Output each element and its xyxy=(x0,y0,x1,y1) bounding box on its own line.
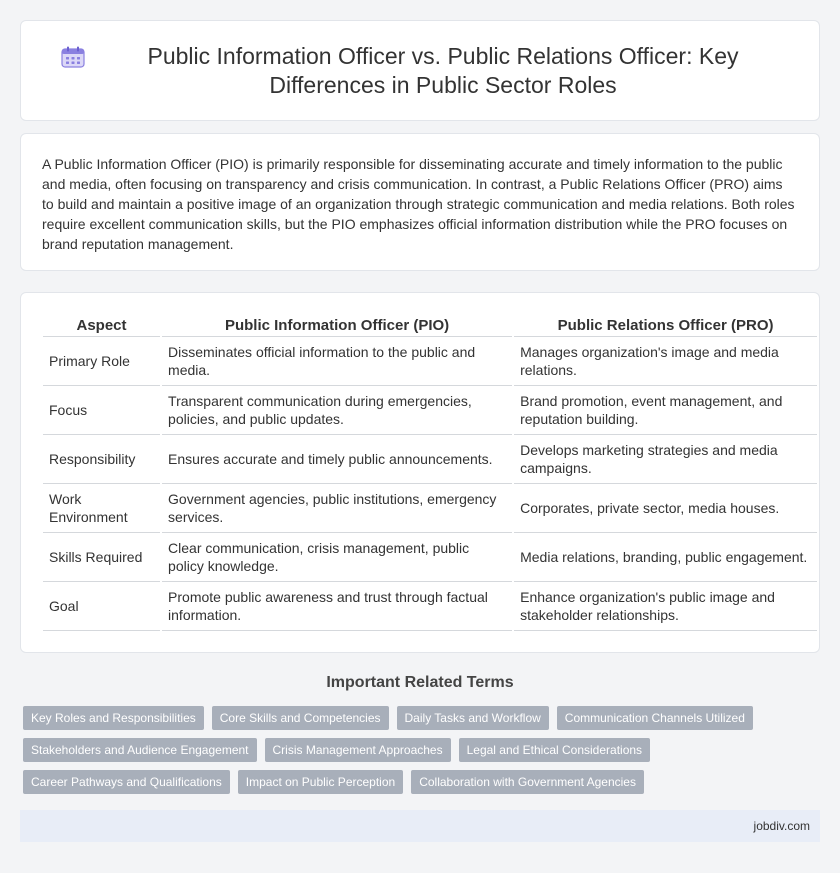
table-row xyxy=(43,337,817,386)
header-pio: Public Information Officer (PIO) xyxy=(162,315,512,337)
table-header-row xyxy=(43,315,817,337)
cell-pro: Manages organization's image and media relations. xyxy=(514,337,817,386)
footer xyxy=(20,810,820,842)
cell-pio: Disseminates official information to the public and media. xyxy=(162,337,512,386)
cell-aspect: Primary Role xyxy=(43,337,160,386)
related-term-tag[interactable]: Stakeholders and Audience Engagement xyxy=(23,738,257,762)
cell-pio: Promote public awareness and trust through factual information. xyxy=(162,582,512,631)
related-term-tag[interactable]: Impact on Public Perception xyxy=(238,770,403,794)
table-row xyxy=(43,582,817,631)
related-term-tag[interactable]: Crisis Management Approaches xyxy=(265,738,451,762)
table-row xyxy=(43,386,817,435)
comparison-table xyxy=(41,315,819,631)
table-row xyxy=(43,533,817,582)
comparison-card xyxy=(20,292,820,653)
related-term-tag[interactable]: Career Pathways and Qualifications xyxy=(23,770,230,794)
related-term-tag[interactable]: Core Skills and Competencies xyxy=(212,706,389,730)
cell-pro: Media relations, branding, public engagement. xyxy=(514,533,817,582)
cell-aspect: Responsibility xyxy=(43,435,160,484)
title-wrap xyxy=(21,21,819,120)
tag-row xyxy=(23,706,803,730)
cell-aspect: Goal xyxy=(43,582,160,631)
cell-pio: Government agencies, public institutions, emergency services. xyxy=(162,484,512,533)
intro-card xyxy=(20,133,820,271)
cell-aspect: Work Environment xyxy=(43,484,160,533)
related-terms-title: Important Related Terms xyxy=(326,674,514,691)
cell-pro: Develops marketing strategies and media campaigns. xyxy=(514,435,817,484)
cell-pio: Transparent communication during emergencies, policies, and public updates. xyxy=(162,386,512,435)
tag-row xyxy=(23,770,803,794)
page-title: Public Information Officer vs. Public Relations Officer: Key Differences in Public Sector Roles xyxy=(147,42,739,98)
cell-pio: Ensures accurate and timely public announcements. xyxy=(162,435,512,484)
cell-aspect: Focus xyxy=(43,386,160,435)
cell-aspect: Skills Required xyxy=(43,533,160,582)
title-card xyxy=(20,20,820,121)
related-term-tag[interactable]: Daily Tasks and Workflow xyxy=(397,706,549,730)
table-row xyxy=(43,484,817,533)
table-row xyxy=(43,435,817,484)
tag-row xyxy=(23,738,803,762)
calendar-icon xyxy=(61,46,85,68)
intro-paragraph: A Public Information Officer (PIO) is primarily responsible for disseminating accurate and timely information to the public and media, often focusing on transparency and crisis communication. In contrast, a Public Relations Officer (PRO) aims to build and maintain a positive image of an organization through strategic communication and media relations. Both roles require excellent communication skills, but the PIO emphasizes official information distribution while the PRO focuses on brand reputation management. xyxy=(42,156,795,252)
footer-site-link[interactable]: jobdiv.com xyxy=(753,819,810,833)
cell-pro: Brand promotion, event management, and reputation building. xyxy=(514,386,817,435)
related-term-tag[interactable]: Communication Channels Utilized xyxy=(557,706,753,730)
related-terms-list xyxy=(23,706,803,802)
cell-pio: Clear communication, crisis management, public policy knowledge. xyxy=(162,533,512,582)
header-pro: Public Relations Officer (PRO) xyxy=(514,315,817,337)
related-term-tag[interactable]: Legal and Ethical Considerations xyxy=(459,738,650,762)
header-aspect: Aspect xyxy=(43,315,160,337)
related-term-tag[interactable]: Key Roles and Responsibilities xyxy=(23,706,204,730)
related-term-tag[interactable]: Collaboration with Government Agencies xyxy=(411,770,644,794)
cell-pro: Enhance organization's public image and stakeholder relationships. xyxy=(514,582,817,631)
cell-pro: Corporates, private sector, media houses. xyxy=(514,484,817,533)
